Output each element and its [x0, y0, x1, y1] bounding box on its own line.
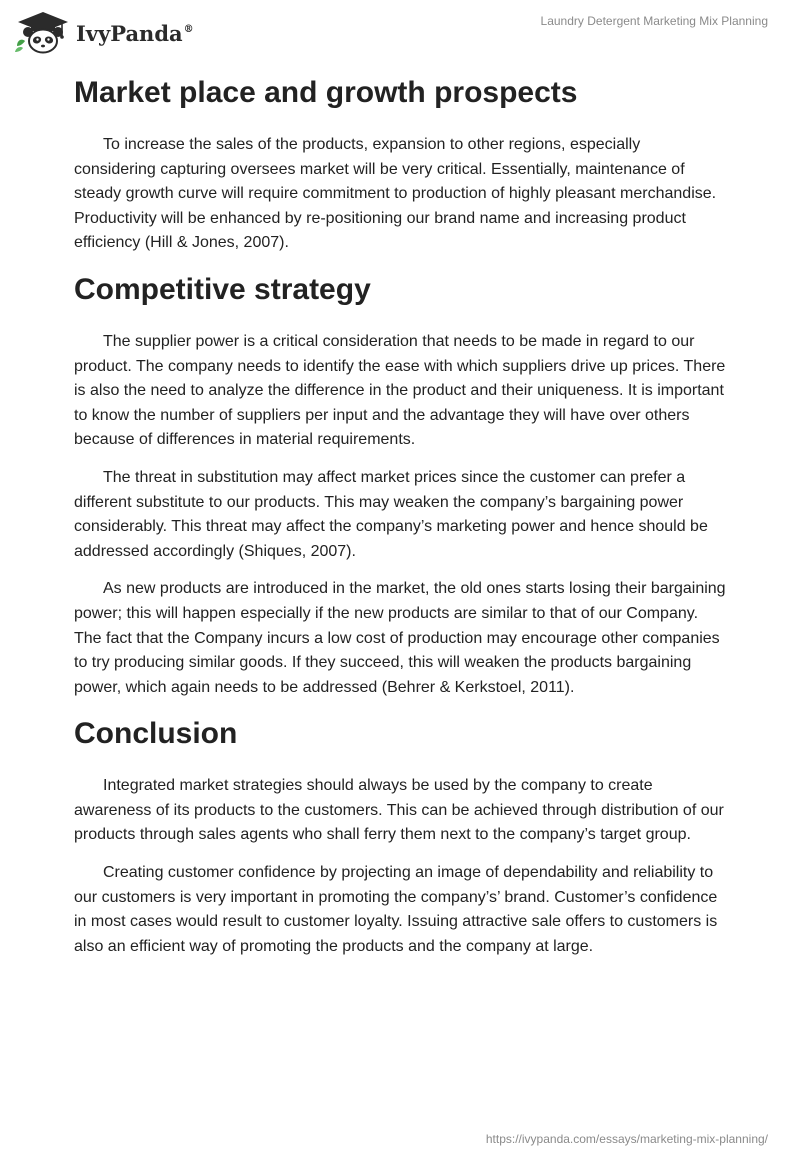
page-header — [0, 0, 800, 70]
brand-text: IvyPanda — [76, 20, 183, 46]
source-url[interactable]: https://ivypanda.com/essays/marketing-mix-planning/ — [485, 1132, 768, 1146]
registered-mark: ® — [183, 23, 194, 35]
paragraph: Integrated market strategies should always be used by the company to create awareness of its products to the customers. This can be achieved through distribution of our products through sales agents who shall ferry them next to the company’s target group. — [74, 777, 724, 844]
paragraph: The threat in substitution may affect market prices since the customer can prefer a different substitute to our products. This may weaken the company’s bargaining power considerably. This threat may affect the company’s marketing power and hence should be addressed accordingly (Shiques, 2007). — [74, 468, 708, 560]
section-heading-conclusion: Conclusion — [74, 717, 238, 751]
paragraph: As new products are introduced in the market, the old ones starts losing their bargaining power; this will happen especially if the new products are similar to that of our Company. The fact that the Company incurs a low cost of production may encourage other companies to try producing similar goods. If they succeed, this will weaken the products bargaining power, which again needs to be addressed (Behrer & Kerkstoel, 2011). — [74, 580, 726, 696]
ivypanda-logo[interactable] — [14, 10, 194, 54]
paragraph: To increase the sales of the products, expansion to other regions, especially considering capturing oversees market will be very critical. Essentially, maintenance of steady growth curve will require commitment to production of highly pleasant merchandise. Productivity will be enhanced by re-positioning our brand name and increasing product efficiency (Hill & Jones, 2007). — [74, 136, 717, 252]
paragraph: Creating customer confidence by projecting an image of dependability and reliability to our customers is very important in promoting the company’s’ brand. Customer’s confidence in most cases would result to customer loyalty. Issuing attractive sale offers to customers is also an efficient way of promoting the products and the company at large. — [74, 864, 718, 955]
panda-graduation-cap-icon — [14, 10, 72, 54]
paragraph: The supplier power is a critical consideration that needs to be made in regard to our product. The company needs to identify the ease with which suppliers drive up prices. There is also the need to analyze the difference in the product and their uniqueness. It is important to know the number of suppliers per input and the advantage they will have over others because of differences in material requirements. — [74, 332, 726, 449]
section-heading-competitive-strategy: Competitive strategy — [74, 272, 371, 306]
section-heading-market-place: Market place and growth prospects — [74, 76, 578, 109]
brand-name — [76, 21, 194, 46]
essay-content — [74, 70, 726, 972]
document-title: Laundry Detergent Marketing Mix Planning — [540, 14, 768, 28]
